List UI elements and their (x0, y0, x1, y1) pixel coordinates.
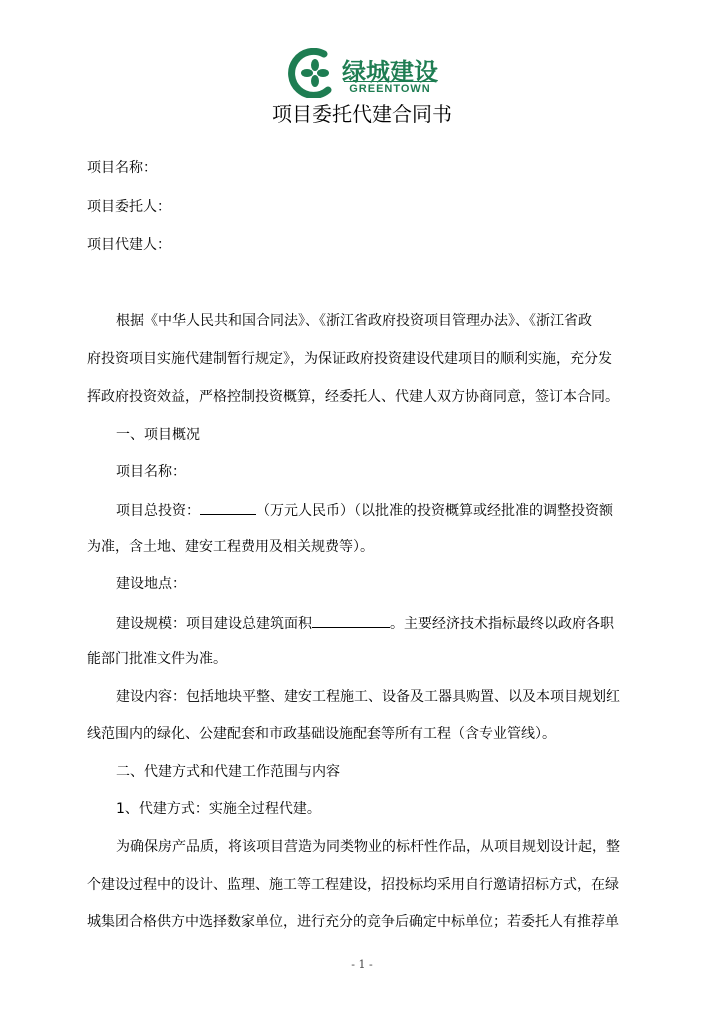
intro-line-2: 府投资项目实施代建制暂行规定》，为保证政府投资建设代建项目的顺利实施，充分发 (87, 351, 612, 367)
company-logo (288, 48, 440, 98)
section2-para-line-1: 为确保房产品质，将该项目营造为同类物业的标杆性作品，从项目规划设计起，整 (116, 839, 620, 855)
section2-sub1: 1、代建方式：实施全过程代建。 (116, 801, 321, 817)
greentown-logo-mark-icon (288, 48, 338, 98)
scale-rest: 。主要经济技术指标最终以政府各职 (390, 616, 614, 632)
field-project-agent: 项目代建人： (87, 237, 171, 253)
section1-location: 建设地点： (116, 576, 186, 592)
scale-label: 建设规模：项目建设总建筑面积 (116, 616, 312, 632)
logo-name-en: GREENTOWN (344, 81, 436, 95)
section1-content-line-2: 线范围内的绿化、公建配套和市政基础设施配套等所有工程（含专业管线）。 (87, 726, 556, 742)
investment-label: 项目总投资： (116, 503, 200, 519)
scale-blank (312, 612, 390, 628)
intro-line-3: 挥政府投资效益，严格控制投资概算，经委托人、代建人双方协商同意，签订本合同。 (87, 389, 619, 405)
section1-project-name: 项目名称： (116, 464, 186, 480)
page-number: - 1 - (351, 958, 373, 971)
section2-para-line-3: 城集团合格供方中选择数家单位，进行充分的竞争后确定中标单位；若委托人有推荐单 (87, 914, 619, 930)
section1-investment-line (116, 499, 613, 521)
section2-heading: 二、代建方式和代建工作范围与内容 (116, 764, 340, 780)
field-project-name: 项目名称： (87, 160, 157, 176)
section1-heading: 一、项目概况 (116, 427, 200, 443)
section1-investment-line-2: 为准，含土地、建安工程费用及相关规费等）。 (87, 539, 374, 555)
logo-name-cn: 绿城建设 (342, 58, 438, 86)
section1-scale-line-2: 能部门批准文件为准。 (87, 651, 227, 667)
document-title: 项目委托代建合同书 (272, 102, 452, 126)
section1-scale-line (116, 612, 614, 634)
field-project-principal: 项目委托人： (87, 199, 171, 215)
intro-line-1: 根据《中华人民共和国合同法》、《浙江省政府投资项目管理办法》、《浙江省政 (116, 313, 592, 329)
section1-content-line-1: 建设内容：包括地块平整、建安工程施工、设备及工器具购置、以及本项目规划红 (116, 689, 620, 705)
investment-rest: （万元人民币）（以批准的投资概算或经批准的调整投资额 (256, 503, 613, 519)
investment-blank (200, 499, 256, 515)
section2-para-line-2: 个建设过程中的设计、监理、施工等工程建设，招投标均采用自行邀请招标方式，在绿 (87, 877, 619, 893)
